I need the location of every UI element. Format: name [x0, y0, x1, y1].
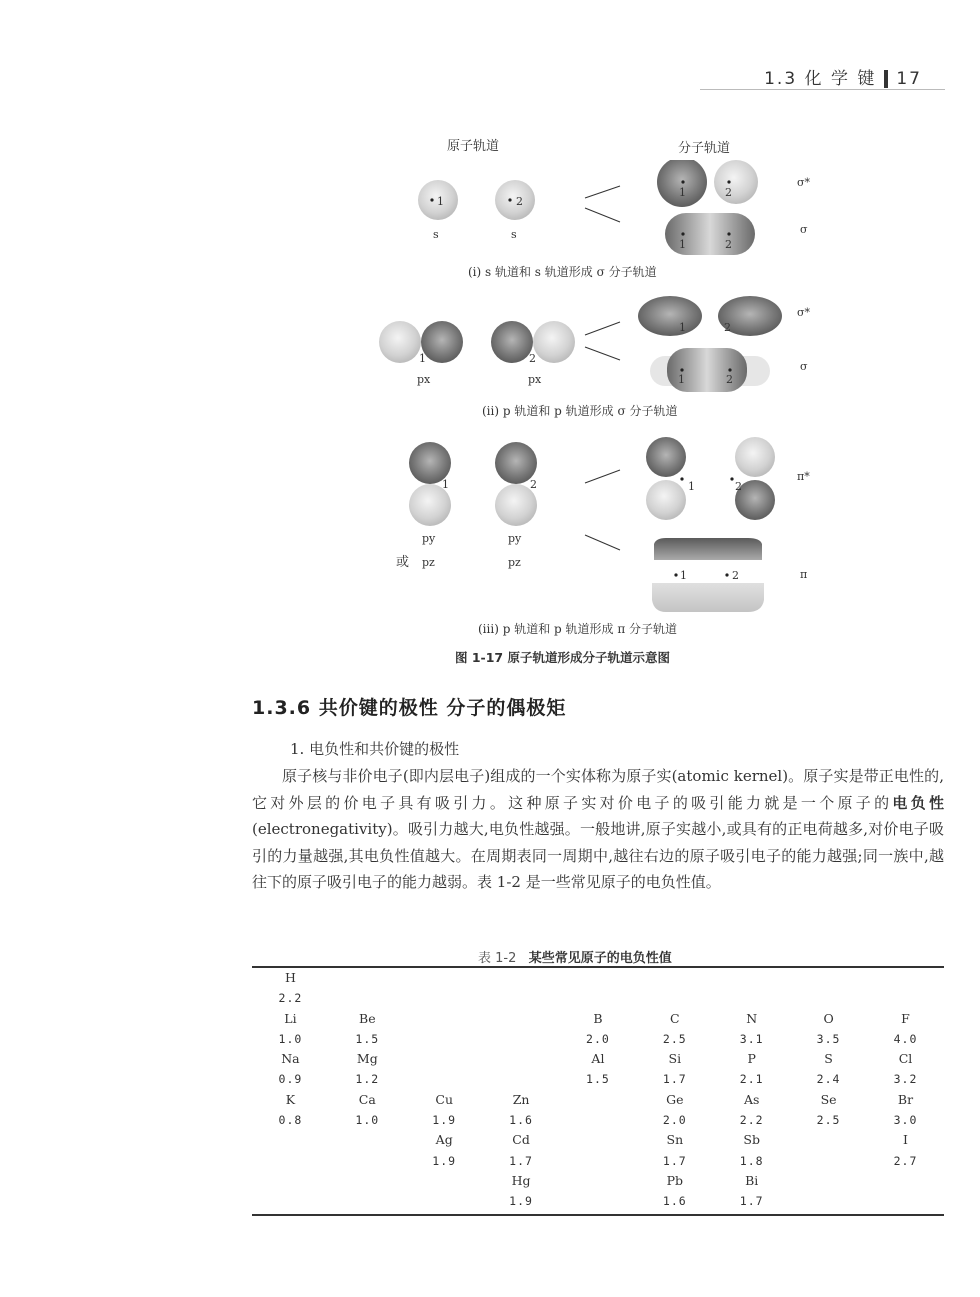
- pi-star-label: π*: [797, 470, 810, 483]
- table-bottom-rule: [252, 1214, 944, 1216]
- atomic-orbital-label: 原子轨道: [447, 139, 500, 154]
- element-symbol: S: [824, 1051, 833, 1067]
- pi-bonding-bottom: [652, 583, 764, 612]
- py-label-2: py: [508, 532, 522, 545]
- element-symbol: [713, 968, 790, 988]
- nucleus-dot: [681, 180, 684, 183]
- table-number: 表 1-2: [478, 951, 517, 966]
- element-symbol: Al: [591, 1051, 605, 1067]
- nucleus-label-2: 2: [726, 373, 733, 386]
- electronegativity-table: [252, 968, 944, 1212]
- element-symbol-row: [252, 1009, 944, 1029]
- electronegativity-value: [560, 988, 637, 1008]
- electronegativity-value: [636, 988, 713, 1008]
- element-symbol: Ag: [435, 1132, 453, 1148]
- electronegativity-value: [406, 1191, 483, 1211]
- element-symbol-row: [252, 1130, 944, 1150]
- electronegativity-value: 2.2: [739, 1113, 764, 1128]
- nucleus-label-2: 2: [530, 478, 537, 491]
- px-label-2: px: [528, 373, 542, 386]
- nucleus-label-1: 1: [688, 480, 695, 493]
- element-symbol: Hg: [511, 1172, 531, 1188]
- nucleus-dot: [508, 198, 511, 201]
- element-symbol: [483, 1049, 560, 1069]
- element-symbol: Zn: [512, 1091, 530, 1107]
- section-heading: 1.3.6 共价键的极性 分子的偶极矩: [252, 697, 567, 719]
- arrow-up: [585, 470, 620, 483]
- nucleus-label-1: 1: [679, 186, 686, 199]
- electronegativity-value: 1.6: [662, 1194, 687, 1209]
- electronegativity-value: 2.7: [893, 1153, 918, 1168]
- electronegativity-value: [560, 1110, 637, 1130]
- element-symbol: [406, 1009, 483, 1029]
- element-symbol: As: [743, 1091, 760, 1107]
- electronegativity-value: 1.7: [662, 1072, 687, 1087]
- electronegativity-value: 2.0: [586, 1031, 610, 1046]
- element-symbol: [560, 968, 637, 988]
- electronegativity-value: 2.0: [662, 1113, 687, 1128]
- px-lobe-dark: [491, 321, 533, 363]
- orbital-diagram: [370, 160, 840, 630]
- nucleus-label-2: 2: [516, 195, 523, 208]
- electronegativity-value: 2.2: [278, 991, 303, 1006]
- element-symbol: Cd: [512, 1132, 530, 1148]
- element-symbol: I: [903, 1132, 908, 1148]
- sigma-label: σ: [800, 223, 808, 236]
- arrow-down: [585, 535, 620, 550]
- electronegativity-value: [406, 1029, 483, 1049]
- element-symbol: [560, 1090, 637, 1110]
- electronegativity-value: 1.7: [662, 1153, 687, 1168]
- nucleus-dot: [430, 198, 433, 201]
- element-symbol: Se: [820, 1091, 837, 1107]
- electronegativity-value: [790, 1191, 867, 1211]
- electronegativity-value: [483, 1069, 560, 1089]
- electronegativity-value-row: [252, 988, 944, 1008]
- caption-i: (i) s 轨道和 s 轨道形成 σ 分子轨道: [468, 265, 657, 279]
- electronegativity-value-row: [252, 1029, 944, 1049]
- pi-bonding-top: [654, 538, 762, 560]
- sigma-label: σ: [800, 360, 808, 373]
- element-symbol: [329, 1171, 406, 1191]
- electronegativity-value: 2.4: [816, 1072, 841, 1087]
- sigma-star-label: σ*: [797, 176, 811, 189]
- nucleus-label-1: 1: [678, 373, 685, 386]
- element-symbol: Br: [897, 1091, 914, 1107]
- electronegativity-value-row: [252, 1151, 944, 1171]
- nucleus-dot: [727, 180, 730, 183]
- element-symbol: [867, 1171, 944, 1191]
- element-symbol: F: [901, 1010, 910, 1026]
- electronegativity-value-row: [252, 1110, 944, 1130]
- electronegativity-value: 2.1: [739, 1072, 764, 1087]
- electronegativity-value: [867, 988, 944, 1008]
- nucleus-label-2: 2: [724, 321, 731, 334]
- table-title: [478, 947, 672, 966]
- element-symbol: C: [670, 1010, 680, 1026]
- running-head-divider: [884, 70, 888, 88]
- element-symbol: Cu: [435, 1091, 453, 1107]
- px-lobe-light: [533, 321, 575, 363]
- electronegativity-value: 1.7: [739, 1194, 764, 1209]
- element-symbol: [329, 968, 406, 988]
- electronegativity-value: [329, 1191, 406, 1211]
- electronegativity-value: 1.8: [739, 1153, 764, 1168]
- nucleus-dot: [674, 573, 677, 576]
- s-label-2: s: [511, 228, 517, 241]
- electronegativity-value: [483, 1029, 560, 1049]
- figure-title: 图 1-17 原子轨道形成分子轨道示意图: [455, 650, 670, 665]
- header-rule: [700, 89, 945, 90]
- nucleus-label-1: 1: [679, 321, 686, 334]
- arrow-down: [585, 208, 620, 222]
- nucleus-label-2: 2: [529, 352, 536, 365]
- element-symbol: O: [823, 1010, 834, 1026]
- nucleus-dot: [730, 477, 733, 480]
- molecular-orbital-label: 分子轨道: [678, 141, 731, 156]
- element-symbol: Pb: [666, 1172, 684, 1188]
- pi-star-lobe: [646, 437, 686, 477]
- electronegativity-value: [790, 988, 867, 1008]
- nucleus-label-1: 1: [419, 352, 426, 365]
- pi-star-lobe: [646, 480, 686, 520]
- element-symbol: [483, 1009, 560, 1029]
- element-symbol: [406, 1171, 483, 1191]
- electronegativity-value: [560, 1151, 637, 1171]
- element-symbol: [636, 968, 713, 988]
- px-label-1: px: [417, 373, 431, 386]
- running-head-section: 1.3 化 学 键: [764, 69, 877, 89]
- element-symbol: [867, 968, 944, 988]
- element-symbol: [252, 1130, 329, 1150]
- electronegativity-value: 1.5: [355, 1031, 380, 1046]
- element-symbol-row: [252, 1090, 944, 1110]
- py-label-1: py: [422, 532, 436, 545]
- electronegativity-value: [406, 988, 483, 1008]
- element-symbol: P: [747, 1051, 756, 1067]
- arrow-up: [585, 186, 620, 198]
- electronegativity-value: [252, 1151, 329, 1171]
- electronegativity-value: [560, 1191, 637, 1211]
- or-label: 或: [396, 555, 410, 570]
- electronegativity-value: [329, 1151, 406, 1171]
- element-symbol: Be: [359, 1010, 376, 1026]
- electronegativity-value: 3.1: [739, 1031, 764, 1046]
- s-label-1: s: [433, 228, 439, 241]
- caption-ii: (ii) p 轨道和 p 轨道形成 σ 分子轨道: [482, 404, 678, 418]
- nucleus-label-2: 2: [725, 186, 732, 199]
- element-symbol: Mg: [356, 1051, 378, 1067]
- element-symbol: [252, 1171, 329, 1191]
- electronegativity-value: 1.0: [278, 1031, 303, 1046]
- sigma-star-label: σ*: [797, 306, 811, 319]
- element-symbol-row: [252, 968, 944, 988]
- element-symbol: [560, 1171, 637, 1191]
- electronegativity-value: [790, 1151, 867, 1171]
- electronegativity-value: 1.7: [509, 1153, 533, 1168]
- electronegativity-value: 1.9: [432, 1113, 457, 1128]
- sigma-star-p-lobe-1: [638, 296, 702, 336]
- element-symbol: Sb: [743, 1132, 760, 1148]
- body-paragraph: [252, 763, 944, 896]
- nucleus-label-2: 2: [732, 569, 739, 582]
- element-symbol: [560, 1130, 637, 1150]
- electronegativity-value: 0.9: [278, 1072, 303, 1087]
- paragraph-text-1: 原子核与非价电子(即内层电子)组成的一个实体称为原子实(atomic kernel)。原子实是带正电性的,它对外层的价电子具有吸引力。这种原子实对价电子的吸引能力就是一个原子的: [252, 767, 944, 812]
- electronegativity-value: 1.9: [509, 1194, 533, 1209]
- electronegativity-value: 1.5: [586, 1072, 610, 1087]
- electronegativity-value: 3.0: [893, 1113, 918, 1128]
- element-symbol: Ca: [358, 1091, 376, 1107]
- electronegativity-value: [713, 988, 790, 1008]
- arrow-down: [585, 347, 620, 360]
- nucleus-dot: [681, 232, 684, 235]
- page-number: 17: [896, 69, 922, 89]
- table-caption: 某些常见原子的电负性值: [528, 951, 672, 966]
- electronegativity-value-row: [252, 1191, 944, 1211]
- element-symbol: K: [285, 1091, 296, 1107]
- electronegativity-value: 2.5: [662, 1031, 687, 1046]
- element-symbol: Ge: [666, 1091, 684, 1107]
- nucleus-label-1: 1: [437, 195, 444, 208]
- electronegativity-value: 2.5: [816, 1113, 841, 1128]
- element-symbol-row: [252, 1049, 944, 1069]
- electronegativity-value: [867, 1191, 944, 1211]
- element-symbol: [406, 968, 483, 988]
- nucleus-dot: [680, 368, 683, 371]
- arrow-up: [585, 322, 620, 335]
- sub-heading: 1. 电负性和共价键的极性: [290, 740, 460, 758]
- element-symbol: Sn: [666, 1132, 684, 1148]
- electronegativity-value: [406, 1069, 483, 1089]
- element-symbol: [790, 1130, 867, 1150]
- element-symbol: [329, 1130, 406, 1150]
- electronegativity-value: 1.9: [432, 1153, 457, 1168]
- nucleus-label-1: 1: [442, 478, 449, 491]
- nucleus-label-2: 2: [735, 480, 742, 493]
- nucleus-dot: [727, 232, 730, 235]
- nucleus-label-1: 1: [680, 569, 687, 582]
- px-lobe-light: [379, 321, 421, 363]
- element-symbol: H: [284, 970, 296, 985]
- electronegativity-value: 1.0: [355, 1113, 380, 1128]
- element-symbol: Si: [668, 1051, 682, 1067]
- nucleus-label-1: 1: [679, 238, 686, 251]
- electronegativity-value: 3.5: [816, 1031, 841, 1046]
- element-symbol: Li: [284, 1010, 297, 1026]
- element-symbol: Cl: [898, 1051, 913, 1067]
- nucleus-label-2: 2: [725, 238, 732, 251]
- element-symbol: [406, 1049, 483, 1069]
- running-head: [764, 64, 922, 89]
- pz-label-2: pz: [508, 556, 521, 569]
- bold-term: 电负性: [892, 793, 944, 812]
- element-symbol: [790, 968, 867, 988]
- element-symbol: [483, 968, 560, 988]
- caption-iii: (iii) p 轨道和 p 轨道形成 π 分子轨道: [478, 622, 678, 636]
- electronegativity-value-row: [252, 1069, 944, 1089]
- element-symbol: B: [593, 1010, 603, 1026]
- sigma-star-lobe-2: [714, 160, 758, 204]
- element-symbol: Na: [281, 1051, 300, 1067]
- electronegativity-value: 3.2: [893, 1072, 918, 1087]
- pi-star-lobe: [735, 437, 775, 477]
- element-symbol: [790, 1171, 867, 1191]
- nucleus-dot: [725, 573, 728, 576]
- nucleus-dot: [680, 477, 683, 480]
- px-lobe-dark: [421, 321, 463, 363]
- pi-label: π: [800, 568, 808, 581]
- electronegativity-value: [483, 988, 560, 1008]
- element-symbol-row: [252, 1171, 944, 1191]
- sigma-star-lobe-1: [657, 160, 707, 207]
- nucleus-dot: [728, 368, 731, 371]
- electronegativity-value: 0.8: [278, 1113, 303, 1128]
- electronegativity-value: 1.2: [355, 1072, 380, 1087]
- paragraph-text-2: (electronegativity)。吸引力越大,电负性越强。一般地讲,原子实越小,或具有的正电荷越多,对价电子吸引的力量越强,其电负性值越大。在周期表同一周期中,越往右边的原子吸引电子的能力越强;同一族中,越往下的原子吸引电子的能力越弱。表 1-2 是一些常见原子的电负性值。: [252, 820, 944, 891]
- element-symbol: N: [746, 1010, 758, 1026]
- electronegativity-value: [329, 988, 406, 1008]
- electronegativity-value: 4.0: [893, 1031, 918, 1046]
- pz-label-1: pz: [422, 556, 435, 569]
- electronegativity-value: [252, 1191, 329, 1211]
- element-symbol: Bi: [745, 1172, 759, 1188]
- s-orbital-2: [495, 180, 535, 220]
- electronegativity-value: 1.6: [509, 1113, 533, 1128]
